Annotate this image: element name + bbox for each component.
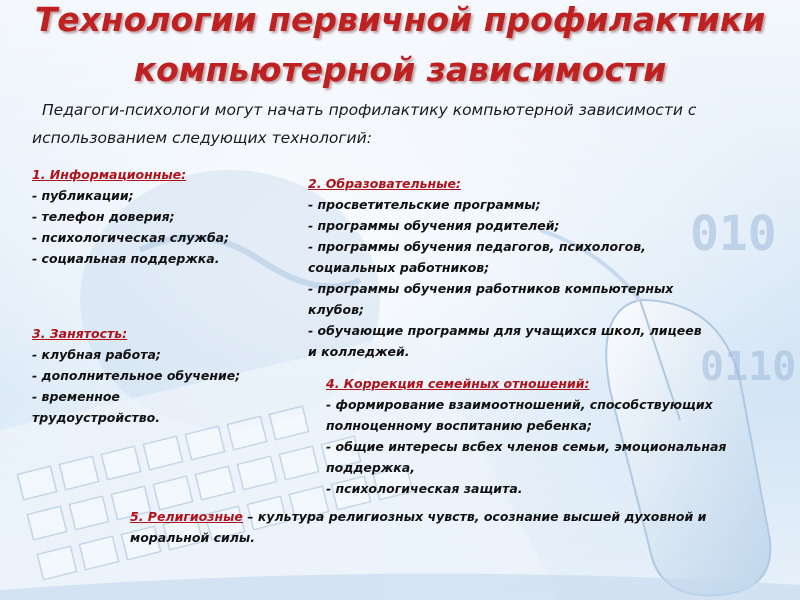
list-item: - программы обучения педагогов, психологов,: [308, 239, 646, 254]
list-item: поддержка,: [326, 460, 415, 475]
list-item: полноценному воспитанию ребенка;: [326, 418, 592, 433]
list-item: - телефон доверия;: [32, 209, 175, 224]
intro-paragraph: Педагоги-психологи могут начать профилактику компьютерной зависимости с использованием следующих технологий:: [32, 101, 697, 147]
section-heading: 3. Занятость:: [32, 326, 128, 341]
section-text: – культура религиозных чувств, осознание высшей духовной и моральной силы.: [130, 509, 707, 545]
list-item: - психологическая служба;: [32, 230, 230, 245]
list-item: - социальная поддержка.: [32, 251, 220, 266]
svg-text:010: 010: [690, 206, 777, 262]
list-item: - временное: [32, 389, 120, 404]
list-item: - общие интересы всбех членов семьи, эмоциональная: [326, 439, 727, 454]
list-item: - публикации;: [32, 188, 134, 203]
section-family-correction: [326, 373, 766, 499]
section-informational: [32, 164, 277, 269]
list-item: - формирование взаимоотношений, способствующих: [326, 397, 713, 412]
section-religious: [130, 506, 760, 548]
section-heading: 2. Образовательные:: [308, 176, 461, 191]
list-item: - дополнительное обучение;: [32, 368, 241, 383]
section-educational: [308, 173, 748, 362]
list-item: - обучающие программы для учащихся школ, лицеев: [308, 323, 702, 338]
section-employment: [32, 323, 277, 428]
list-item: - программы обучения работников компьютерных: [308, 281, 674, 296]
list-item: трудоустройство.: [32, 410, 161, 425]
list-item: и колледжей.: [308, 344, 410, 359]
section-heading: 1. Информационные:: [32, 167, 187, 182]
slide-title-line-2: компьютерной зависимости: [133, 50, 667, 89]
slide-title-line-1: Технологии первичной профилактики: [34, 0, 766, 39]
list-item: - просветительские программы;: [308, 197, 541, 212]
list-item: - психологическая защита.: [326, 481, 523, 496]
section-heading: 4. Коррекция семейных отношений:: [326, 376, 590, 391]
section-heading: 5. Религиозные: [130, 509, 243, 524]
list-item: клубов;: [308, 302, 365, 317]
list-item: социальных работников;: [308, 260, 490, 275]
list-item: - клубная работа;: [32, 347, 161, 362]
svg-text:0110: 0110: [700, 344, 797, 390]
list-item: - программы обучения родителей;: [308, 218, 560, 233]
